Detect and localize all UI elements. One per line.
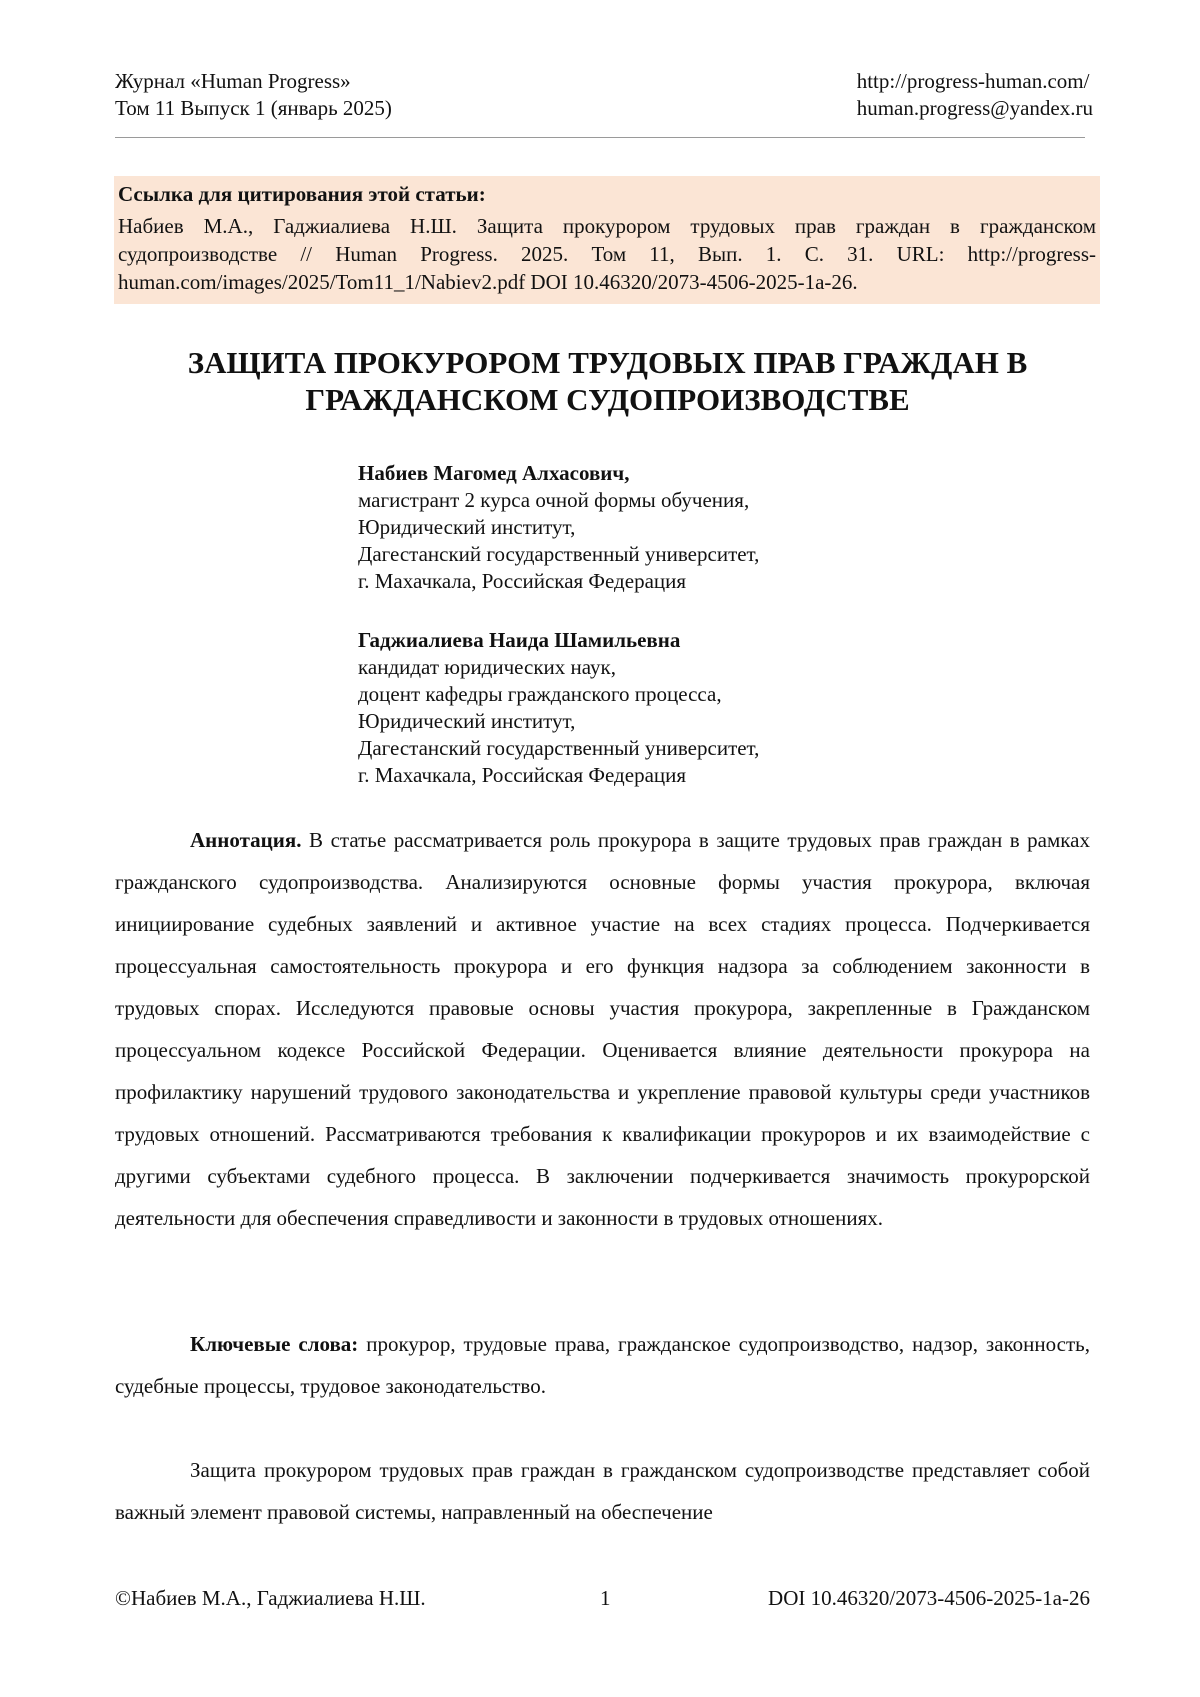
header-divider xyxy=(115,137,1085,138)
abstract-label: Аннотация. xyxy=(190,828,302,852)
author-affiliation-line: г. Махачкала, Российская Федерация xyxy=(358,569,687,593)
journal-contacts xyxy=(857,68,1093,122)
journal-issue: Том 11 Выпуск 1 (январь 2025) xyxy=(115,96,392,120)
citation-heading: Ссылка для цитирования этой статьи: xyxy=(118,182,486,206)
author-affiliation-line: Юридический институт, xyxy=(358,515,576,539)
author-affiliation-line: кандидат юридических наук, xyxy=(358,655,616,679)
footer-doi: DOI 10.46320/2073-4506-2025-1a-26 xyxy=(768,1586,1090,1610)
citation-text: Набиев М.А., Гаджиалиева Н.Ш. Защита прокурором трудовых прав граждан в гражданском судопроизводстве // Human Progress. 2025. Том 11, Вып. 1. С. 31. URL: http://progress-human.com/images/2025/Tom11_1/Nabiev2.pdf DOI 10.46320/2073-4506-2025-1a-26. xyxy=(118,214,1096,294)
author-name: Набиев Магомед Алхасович, xyxy=(358,461,630,485)
keywords xyxy=(115,1323,1090,1407)
journal-url: http://progress-human.com/ xyxy=(856,69,1090,93)
page-number: 1 xyxy=(600,1586,611,1610)
abstract-text: В статье рассматривается роль прокурора в защите трудовых прав граждан в рамках гражданского судопроизводства. Анализируются основные формы участия прокурора, включая инициирование судебных заявлений и активное участие на всех стадиях процесса. Подчеркивается процессуальная самостоятельность прокурора и его функция надзора за соблюдением законности в трудовых спорах. Исследуются правовые основы участия прокурора, закрепленные в Гражданском процессуальном кодексе Российской Федерации. Оценивается влияние деятельности прокурора на профилактику нарушений трудового законодательства и укрепление правовой культуры среди участников трудовых отношений. Рассматриваются требования к квалификации прокуроров и их взаимодействие с другими субъектами судебного процесса. В заключении подчеркивается значимость прокурорской деятельности для обеспечения справедливости и законности в трудовых отношениях. xyxy=(115,828,1090,1230)
article-title-line-1: ЗАЩИТА ПРОКУРОРОМ ТРУДОВЫХ ПРАВ ГРАЖДАН В xyxy=(187,345,1028,380)
footer-copyright: ©Набиев М.А., Гаджиалиева Н.Ш. xyxy=(115,1586,426,1610)
keywords-text: прокурор, трудовые права, гражданское судопроизводство, надзор, законность, судебные процессы, трудовое законодательство. xyxy=(115,1332,1090,1398)
abstract xyxy=(115,819,1090,1239)
article-title xyxy=(115,344,1100,418)
author-affiliation-line: Дагестанский государственный университет, xyxy=(358,736,760,760)
body-paragraph: Защита прокурором трудовых прав граждан в гражданском судопроизводстве представляет собой важный элемент правовой системы, направленный на обеспечение xyxy=(115,1458,1090,1524)
citation-box xyxy=(114,176,1100,304)
keywords-label: Ключевые слова: xyxy=(190,1332,359,1356)
author-affiliation-line: г. Махачкала, Российская Федерация xyxy=(358,763,687,787)
author-block-1 xyxy=(358,460,759,595)
journal-header xyxy=(115,68,392,122)
author-block-2 xyxy=(358,627,759,789)
author-name: Гаджиалиева Наида Шамильевна xyxy=(358,628,681,652)
author-affiliation-line: Юридический институт, xyxy=(358,709,576,733)
author-affiliation-line: магистрант 2 курса очной формы обучения, xyxy=(358,488,750,512)
journal-name: Журнал «Human Progress» xyxy=(115,69,351,93)
author-affiliation-line: доцент кафедры гражданского процесса, xyxy=(358,682,722,706)
article-title-line-2: ГРАЖДАНСКОМ СУДОПРОИЗВОДСТВЕ xyxy=(305,382,910,417)
author-affiliation-line: Дагестанский государственный университет, xyxy=(358,542,760,566)
journal-email: human.progress@yandex.ru xyxy=(856,96,1093,120)
